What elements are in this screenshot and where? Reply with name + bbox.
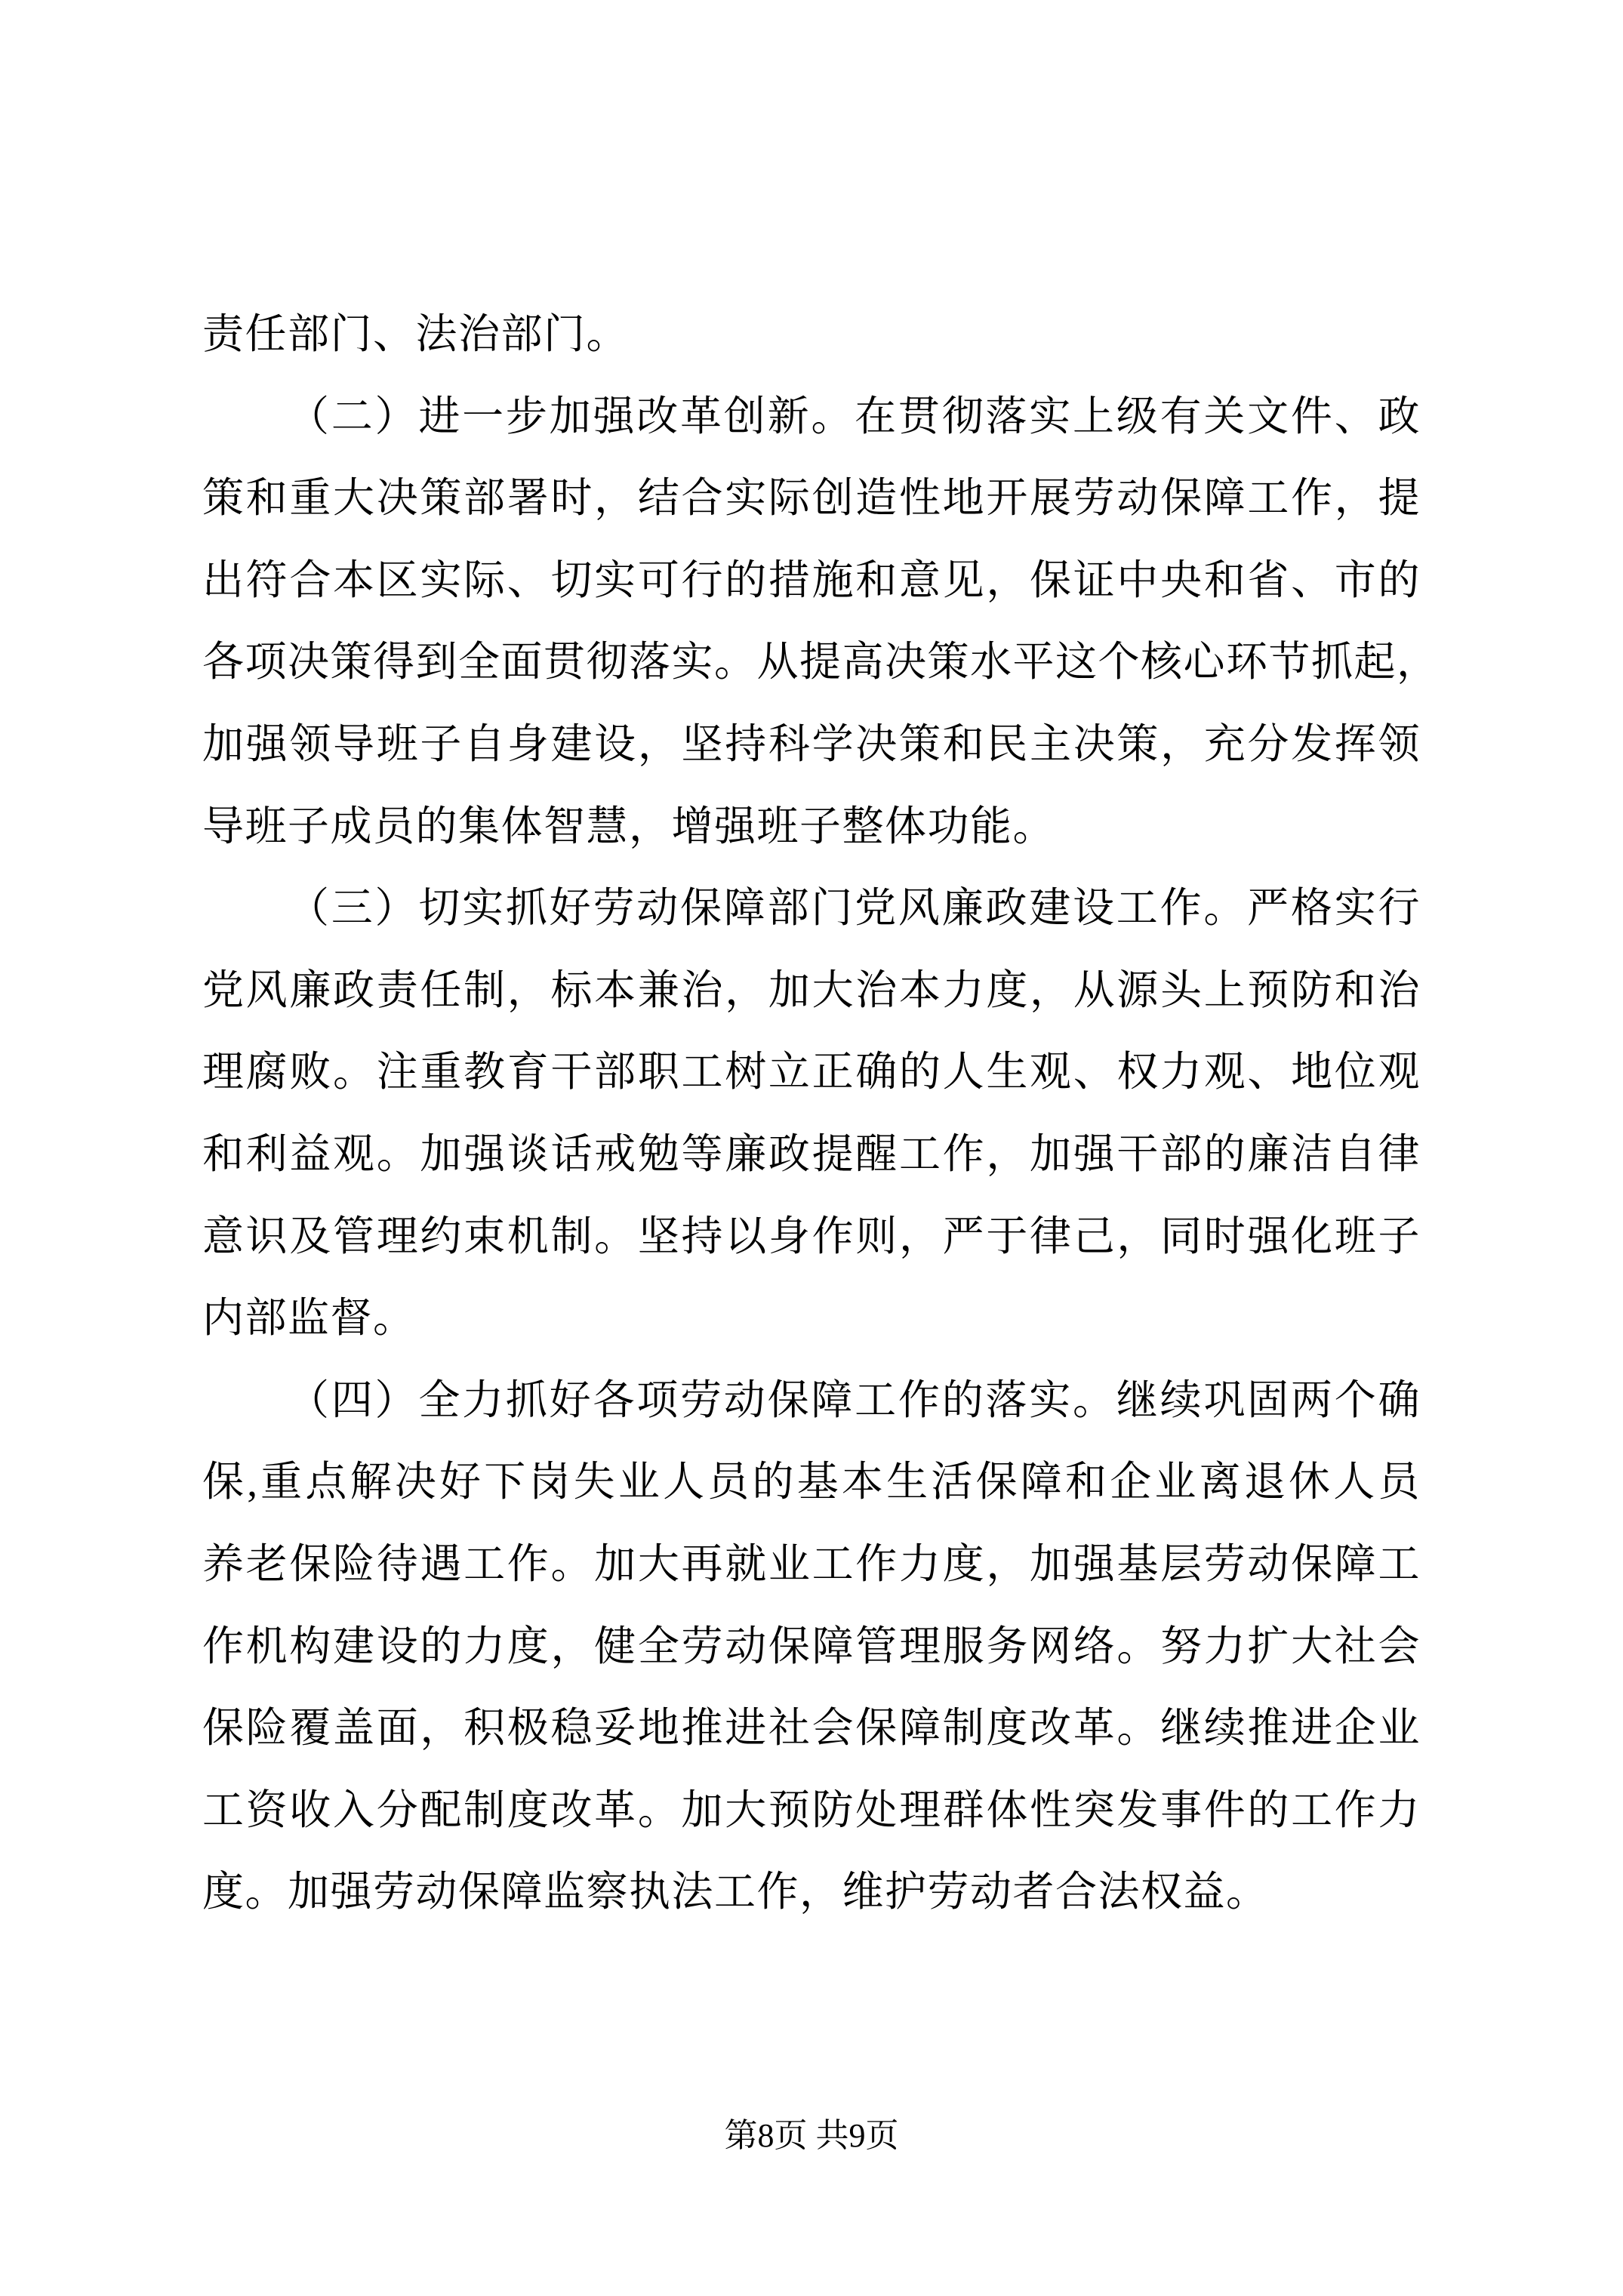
text-line: 意识及管理约束机制。坚持以身作则，严于律己，同时强化班子 [202,1213,1421,1259]
document-body [202,294,1440,1934]
text-line: 和利益观。加强谈话戒勉等廉政提醒工作，加强干部的廉洁自律 [202,1130,1421,1177]
text-line: 作机构建设的力度，健全劳动保障管理服务网络。努力扩大社会 [202,1623,1421,1669]
text-line: 保,重点解决好下岗失业人员的基本生活保障和企业离退休人员 [202,1459,1421,1505]
text-line: （四）全力抓好各项劳动保障工作的落实。继续巩固两个确 [288,1376,1421,1423]
text-line: （二）进一步加强改革创新。在贯彻落实上级有关文件、政 [288,393,1421,439]
text-line: 党风廉政责任制，标本兼治，加大治本力度，从源头上预防和治 [202,966,1421,1013]
text-line: 养老保险待遇工作。加大再就业工作力度，加强基层劳动保障工 [202,1540,1421,1587]
text-line: 理腐败。注重教育干部职工树立正确的人生观、权力观、地位观 [202,1049,1421,1096]
text-line: 策和重大决策部署时，结合实际创造性地开展劳动保障工作，提 [202,475,1421,522]
text-line: 各项决策得到全面贯彻落实。从提高决策水平这个核心环节抓起， [202,639,1440,686]
page-number-footer: 第8页 共9页 [724,2117,899,2154]
text-line: 责任部门、法治部门。 [202,311,630,357]
text-line: 导班子成员的集体智慧，增强班子整体功能。 [202,803,1056,849]
text-line: 出符合本区实际、切实可行的措施和意见，保证中央和省、市的 [202,556,1421,603]
text-line: 加强领导班子自身建设，坚持科学决策和民主决策，充分发挥领 [202,720,1421,767]
text-line: 度。加强劳动保障监察执法工作，维护劳动者合法权益。 [202,1869,1269,1915]
text-line: 内部监督。 [202,1295,416,1342]
text-line: （三）切实抓好劳动保障部门党风廉政建设工作。严格实行 [288,885,1421,932]
text-line: 工资收入分配制度改革。加大预防处理群体性突发事件的工作力 [202,1786,1421,1833]
text-line: 保险覆盖面，积极稳妥地推进社会保障制度改革。继续推进企业 [202,1705,1421,1752]
